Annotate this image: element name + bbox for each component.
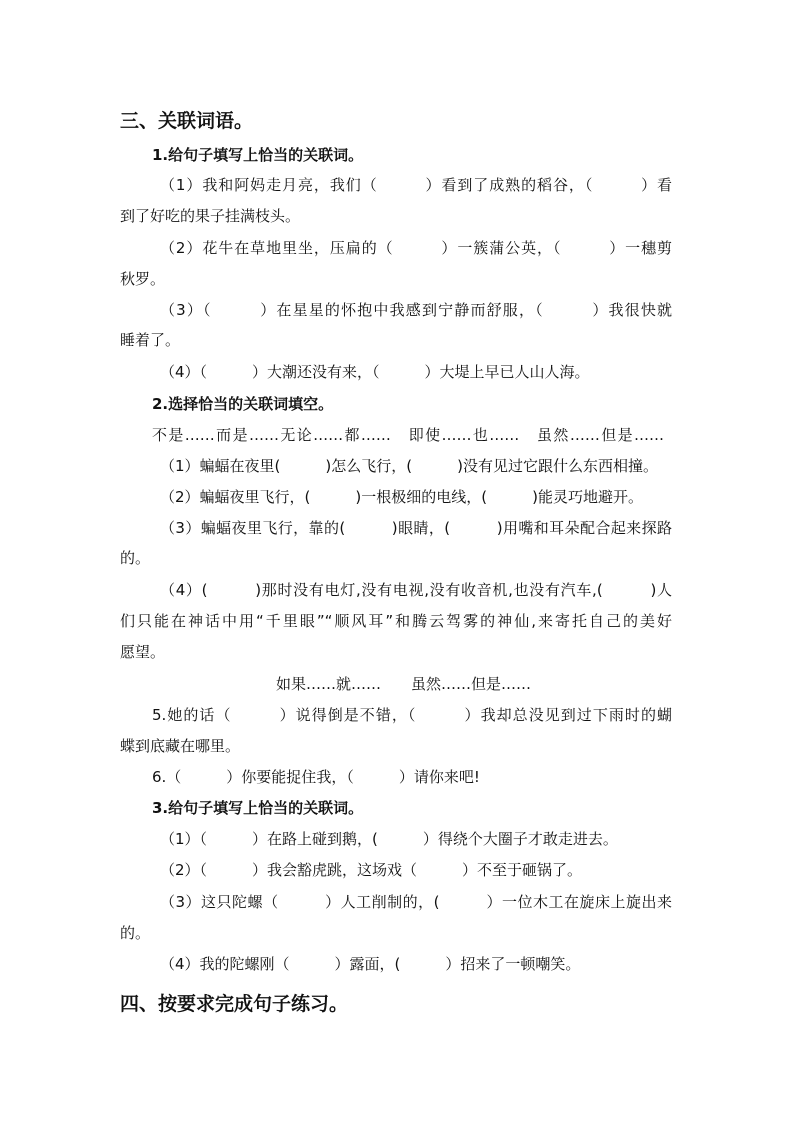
- part-2-heading: 2.选择恰当的关联词填空。: [152, 395, 334, 413]
- p2-q2-line1: （2）蝙蝠夜里飞行，( )一根极细的电线，( )能灵巧地避开。: [160, 488, 643, 506]
- p1-q3-line1: （3）（ ）在星星的怀抱中我感到宁静而舒服，（ ）我很快就: [160, 301, 672, 319]
- p1-q3-line2: 睡着了。: [120, 331, 181, 349]
- p2-q4-line2: 们只能在神话中用“千里眼”“顺风耳”和腾云驾雾的神仙,来寄托自己的美好: [120, 612, 672, 630]
- section-3-title: 三、关联词语。: [120, 110, 254, 132]
- p1-q1-line2: 到了好吃的果子挂满枝头。: [120, 207, 301, 225]
- part-3-heading: 3.给句子填写上恰当的关联词。: [152, 799, 364, 817]
- p2-q3-line2: 的。: [120, 549, 151, 567]
- p2-options: 不是……而是……无论……都…… 即使……也…… 虽然……但是……: [152, 426, 664, 444]
- p1-q4-line1: （4）（ ）大潮还没有来，（ ）大堤上早已人山人海。: [160, 363, 590, 381]
- p1-q2-line2: 秋罗。: [120, 270, 166, 288]
- p2-q1-line1: （1）蝙蝠在夜里( )怎么飞行，( )没有见过它跟什么东西相撞。: [160, 457, 658, 475]
- p3-q1-line1: （1）（ ）在路上碰到鹅，( ）得绕个大圈子才敢走进去。: [160, 830, 618, 848]
- p3-q2-line1: （2）（ ）我会豁虎跳，这场戏（ ）不至于砸锅了。: [160, 861, 583, 879]
- p1-q2-line1: （2）花牛在草地里坐，压扁的（ ）一簇蒲公英，（ ）一穗剪: [160, 239, 672, 257]
- p1-q1-line1: （1）我和阿妈走月亮，我们（ ）看到了成熟的稻谷，（ ）看: [160, 176, 672, 194]
- p3-q4-line1: （4）我的陀螺刚（ ）露面，( ）招来了一顿嘲笑。: [160, 955, 581, 973]
- p3-q3-line1: （3）这只陀螺（ ）人工削制的，( ）一位木工在旋床上旋出来: [160, 893, 672, 911]
- p2-options-2: 如果……就…… 虽然……但是……: [276, 675, 532, 693]
- p3-q3-line2: 的。: [120, 924, 151, 942]
- p2-q3-line1: （3）蝙蝠夜里飞行，靠的( )眼睛，( )用嘴和耳朵配合起来探路: [160, 519, 672, 537]
- p2-q6-line1: 6.（ ）你要能捉住我，（ ）请你来吧!: [152, 768, 480, 786]
- p2-q5-line1: 5.她的话（ ）说得倒是不错，（ ）我却总没见到过下雨时的蝴: [152, 706, 672, 724]
- section-4-title: 四、按要求完成句子练习。: [120, 993, 349, 1015]
- p2-q4-line1: （4）( )那时没有电灯,没有电视,没有收音机,也没有汽车,( )人: [160, 581, 672, 599]
- p2-q5-line2: 蝶到底藏在哪里。: [120, 737, 241, 755]
- p2-q4-line3: 愿望。: [120, 643, 166, 661]
- part-1-heading: 1.给句子填写上恰当的关联词。: [152, 146, 364, 164]
